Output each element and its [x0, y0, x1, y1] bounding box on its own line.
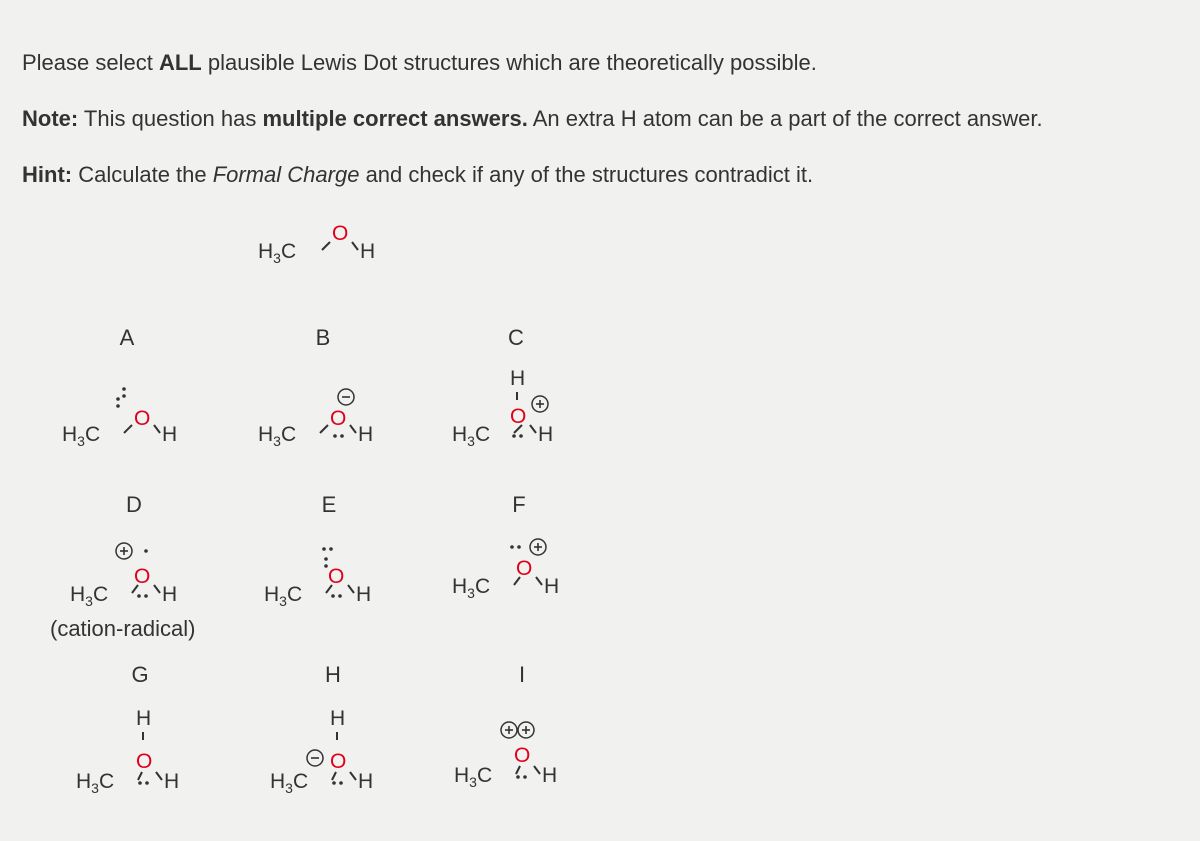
svg-text:H3C: $H_3C$: [70, 583, 109, 609]
option-label-a[interactable]: A: [119, 325, 135, 350]
svg-text:O: O: [330, 407, 347, 430]
option-label-h[interactable]: H: [325, 662, 341, 687]
svg-text:H: H: [542, 764, 558, 787]
structure-f[interactable]: [452, 535, 582, 615]
structure-g[interactable]: [76, 700, 206, 795]
option-label-i[interactable]: I: [518, 662, 526, 687]
option-label-g[interactable]: G: [131, 662, 149, 687]
svg-text:O: O: [328, 565, 345, 588]
svg-text:O: O: [136, 750, 153, 773]
svg-text:O: O: [332, 222, 349, 245]
cation-radical-caption: (cation-radical): [50, 616, 196, 641]
svg-text:H3C: $H_3C$: [62, 423, 101, 449]
svg-text:H3C: $H_3C$: [76, 770, 115, 795]
option-label-f[interactable]: F: [512, 492, 526, 517]
svg-text:H: H: [356, 583, 372, 606]
svg-text:H3C: $H_3C$: [452, 575, 491, 601]
svg-text:H3C: $H_3C$: [454, 764, 493, 790]
svg-text:O: O: [516, 557, 533, 580]
svg-text:H: H: [136, 707, 152, 730]
svg-text:H: H: [538, 423, 554, 446]
svg-text:H: H: [358, 770, 374, 793]
structure-c[interactable]: [452, 360, 582, 455]
svg-text:H3C: $H_3C$: [264, 583, 303, 609]
svg-text:H: H: [330, 707, 346, 730]
svg-text:H: H: [162, 583, 178, 606]
svg-text:O: O: [510, 405, 527, 428]
svg-text:H: H: [164, 770, 180, 793]
svg-text:O: O: [134, 407, 151, 430]
structure-a[interactable]: [62, 375, 192, 455]
structure-h[interactable]: [270, 700, 400, 795]
question-hint: Hint: Calculate the Formal Charge and check if any of the structures contradict it.: [22, 162, 814, 187]
svg-text:H: H: [544, 575, 560, 598]
svg-text:H: H: [360, 240, 376, 263]
option-label-e[interactable]: E: [321, 492, 337, 517]
structure-d[interactable]: [70, 535, 200, 615]
svg-text:H: H: [358, 423, 374, 446]
structure-i[interactable]: [454, 710, 584, 795]
option-label-d[interactable]: D: [126, 492, 142, 517]
option-label-b[interactable]: B: [315, 325, 331, 350]
option-label-c[interactable]: C: [508, 325, 524, 350]
question-line-1: Please select ALL plausible Lewis Dot structures which are theoretically possible.: [22, 50, 817, 75]
svg-text:H: H: [162, 423, 178, 446]
svg-text:O: O: [330, 750, 347, 773]
structure-e[interactable]: [264, 535, 394, 615]
svg-text:O: O: [134, 565, 151, 588]
structure-b[interactable]: [258, 375, 388, 455]
svg-text:H3C: $H_3C$: [270, 770, 309, 795]
svg-text:H3C: $H_3C$: [452, 423, 491, 449]
reference-molecule: [258, 218, 398, 268]
svg-text:H3C: $H_3C$: [258, 240, 297, 266]
question-note: Note: This question has multiple correct answers. An extra H atom can be a part of the correct answer.: [22, 106, 1043, 131]
svg-text:H3C: $H_3C$: [258, 423, 297, 449]
svg-text:O: O: [514, 744, 531, 767]
svg-text:H: H: [510, 367, 526, 390]
